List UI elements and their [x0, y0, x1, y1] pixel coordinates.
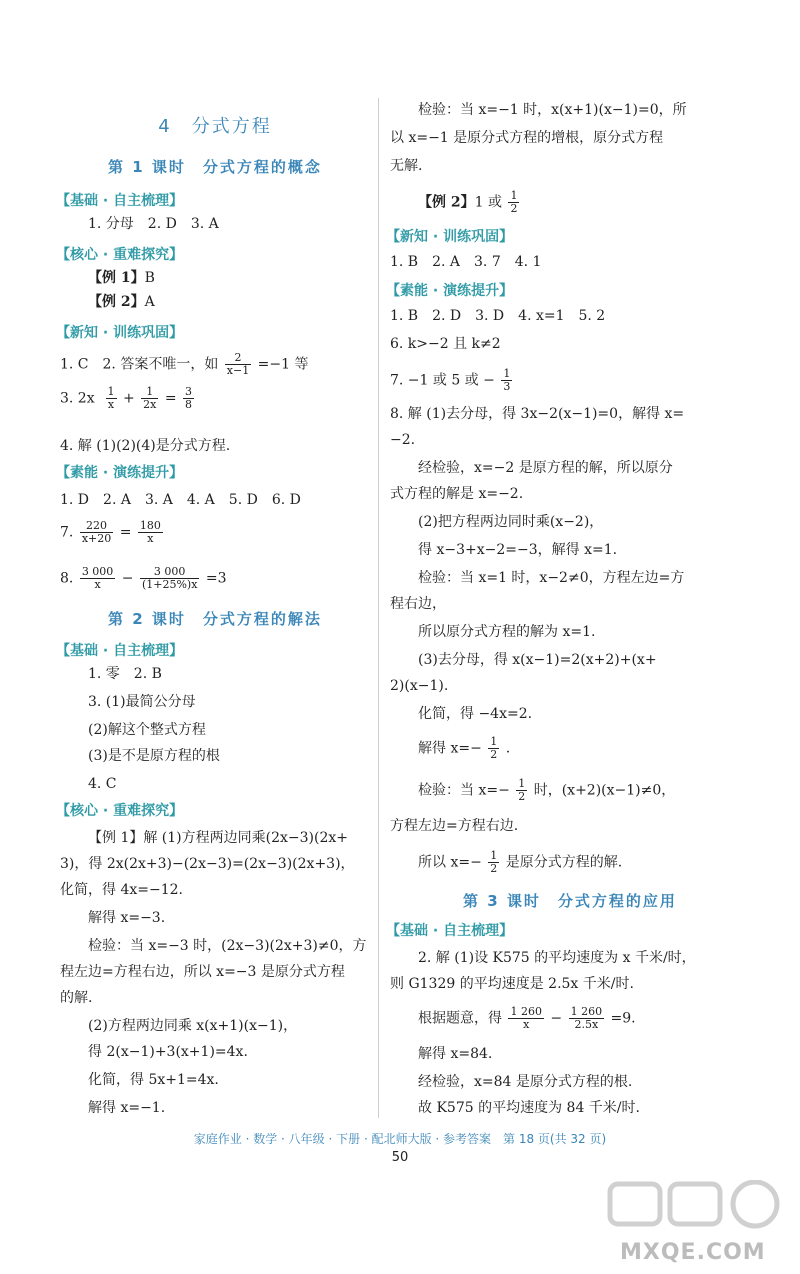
lesson-2-title: 第 2 课时 分式方程的解法 [108, 610, 322, 628]
skill2-8-line-12: 化简，得 −4x=2. [418, 706, 533, 722]
basic1-answers: 1. 分母 2. D 3. A [88, 216, 219, 232]
page-footer: 家庭作业 · 数学 · 八年级 · 下册 · 配北师大版 · 参考答案 第 18 页(共 32 页) [193, 1132, 607, 1146]
core2-line-7: 的解. [60, 990, 93, 1006]
right-example-2: 【例 2】1 或 $\frac{1}{2}$ [418, 189, 518, 215]
new2-answers: 1. B 2. A 3. 7 4. 1 [390, 254, 542, 270]
skill2-8-line-1: 8. 解 (1)去分母，得 3x−2(x−1)=0，解得 x= [390, 406, 685, 422]
skill2-8-line-16: 所以 x=− $\frac{1}{2}$ 是原分式方程的解. [418, 849, 623, 875]
basic2-line-2: 3. (1)最简公分母 [88, 694, 196, 710]
core2-line-11: 解得 x=−1. [88, 1100, 166, 1116]
skill2-8-line-7: 检验：当 x=1 时，x−2≠0，方程左边=方 [418, 570, 685, 586]
page-number: 50 [391, 1150, 409, 1165]
new1-line-1: 1. C 2. 答案不唯一，如 $\frac{2}{x-1}$ =−1 等 [60, 351, 309, 377]
section-skill-1: 【素能 · 演练提升】 [56, 465, 184, 481]
skill2-8-line-2: −2. [390, 432, 416, 448]
skill2-8-line-13: 解得 x=− $\frac{1}{2}$ . [418, 735, 511, 761]
section-basic-3: 【基础 · 自主梳理】 [386, 923, 514, 939]
core2-line-6: 程左边=方程右边，所以 x=−3 是原分式方程 [60, 964, 345, 980]
core2-line-1: 【例 1】解 (1)方程两边同乘(2x−3)(2x+ [88, 830, 348, 846]
skill2-8-line-6: 得 x−3+x−2=−3，解得 x=1. [418, 542, 618, 558]
skill2-8-line-8: 程右边， [390, 596, 446, 612]
core2-line-3: 化简，得 4x=−12. [60, 882, 183, 898]
core2-line-9: 得 2(x−1)+3(x+1)=4x. [88, 1044, 248, 1060]
skill1-line-1: 1. D 2. A 3. A 4. A 5. D 6. D [60, 492, 301, 508]
skill2-8-line-9: 所以原分式方程的解为 x=1. [418, 624, 596, 640]
example-1: 【例 1】B [88, 270, 155, 286]
right-line-3: 无解. [390, 158, 423, 174]
basic3-line-1: 2. 解 (1)设 K575 的平均速度为 x 千米/时， [418, 950, 696, 966]
basic3-line-3: 根据题意，得 $\frac{1 260}{x}$ − $\frac{1 260}{2.5x}$ =9. [418, 1005, 636, 1031]
section-new-1: 【新知 · 训练巩固】 [56, 325, 184, 341]
skill2-8-line-3: 经检验，x=−2 是原方程的解，所以原分 [418, 460, 673, 476]
right-line-1: 检验：当 x=−1 时，x(x+1)(x−1)=0，所 [418, 102, 687, 118]
skill2-8-line-11: 2)(x−1). [390, 678, 449, 694]
skill2-8-line-10: (3)去分母，得 x(x−1)=2(x+2)+(x+ [418, 652, 657, 668]
core2-line-10: 化简，得 5x+1=4x. [88, 1072, 219, 1088]
right-line-2: 以 x=−1 是原分式方程的增根，原分式方程 [390, 130, 664, 146]
core2-line-2: 3)，得 2x(2x+3)−(2x−3)=(2x−3)(2x+3)， [60, 856, 355, 872]
section-core-1: 【核心 · 重难探究】 [56, 247, 184, 263]
skill2-line-1: 1. B 2. D 3. D 4. x=1 5. 2 [390, 308, 606, 324]
basic3-line-2: 则 G1329 的平均速度是 2.5x 千米/时. [390, 976, 634, 992]
section-new-2: 【新知 · 训练巩固】 [386, 229, 514, 245]
section-basic-1: 【基础 · 自主梳理】 [56, 193, 184, 209]
basic3-line-6: 故 K575 的平均速度为 84 千米/时. [418, 1100, 640, 1116]
core2-line-4: 解得 x=−3. [88, 910, 166, 926]
column-divider [378, 98, 379, 1118]
basic3-line-5: 经检验，x=84 是原分式方程的根. [418, 1074, 633, 1090]
chapter-title: 4 分式方程 [158, 116, 272, 137]
skill2-line-7: 7. −1 或 5 或 − $\frac{1}{3}$ [390, 367, 511, 393]
basic2-line-4: (3)是不是原方程的根 [88, 748, 220, 764]
skill1-line-8: 8. $\frac{3 000}{x}$ − $\frac{3 000}{(1+25\%)x}$ =3 [60, 565, 227, 591]
skill2-8-line-15: 方程左边=方程右边. [390, 818, 519, 834]
basic2-line-3: (2)解这个整式方程 [88, 722, 206, 738]
basic3-line-4: 解得 x=84. [418, 1046, 493, 1062]
section-core-2: 【核心 · 重难探究】 [56, 803, 184, 819]
new1-line-3: 4. 解 (1)(2)(4)是分式方程. [60, 438, 231, 454]
skill2-8-line-5: (2)把方程两边同时乘(x−2)， [418, 514, 604, 530]
basic2-line-1: 1. 零 2. B [88, 666, 162, 682]
lesson-3-title: 第 3 课时 分式方程的应用 [463, 892, 677, 910]
example-2: 【例 2】A [88, 294, 155, 310]
skill2-line-2: 6. k>−2 且 k≠2 [390, 336, 501, 352]
skill1-line-7: 7. $\frac{220}{x+20}$ = $\frac{180}{x}$ [60, 519, 161, 545]
basic2-line-5: 4. C [88, 776, 117, 792]
skill2-8-line-4: 式方程的解是 x=−2. [390, 486, 524, 502]
fraction: $\frac{2}{x-1}$ [226, 351, 250, 377]
section-basic-2: 【基础 · 自主梳理】 [56, 643, 184, 659]
watermark-text: MXQE.COM [620, 1240, 766, 1265]
core2-line-8: (2)方程两边同乘 x(x+1)(x−1)， [88, 1018, 298, 1034]
section-skill-2: 【素能 · 演练提升】 [386, 283, 514, 299]
core2-line-5: 检验：当 x=−3 时，(2x−3)(2x+3)≠0，方 [88, 938, 367, 954]
new1-line-2: 3. 2x $\frac{1}{x}$ + $\frac{1}{2x}$ = $\frac{3}{8}$ [60, 385, 193, 411]
skill2-8-line-14: 检验：当 x=− $\frac{1}{2}$ 时，(x+2)(x−1)≠0， [418, 777, 676, 803]
lesson-1-title: 第 1 课时 分式方程的概念 [108, 158, 322, 176]
